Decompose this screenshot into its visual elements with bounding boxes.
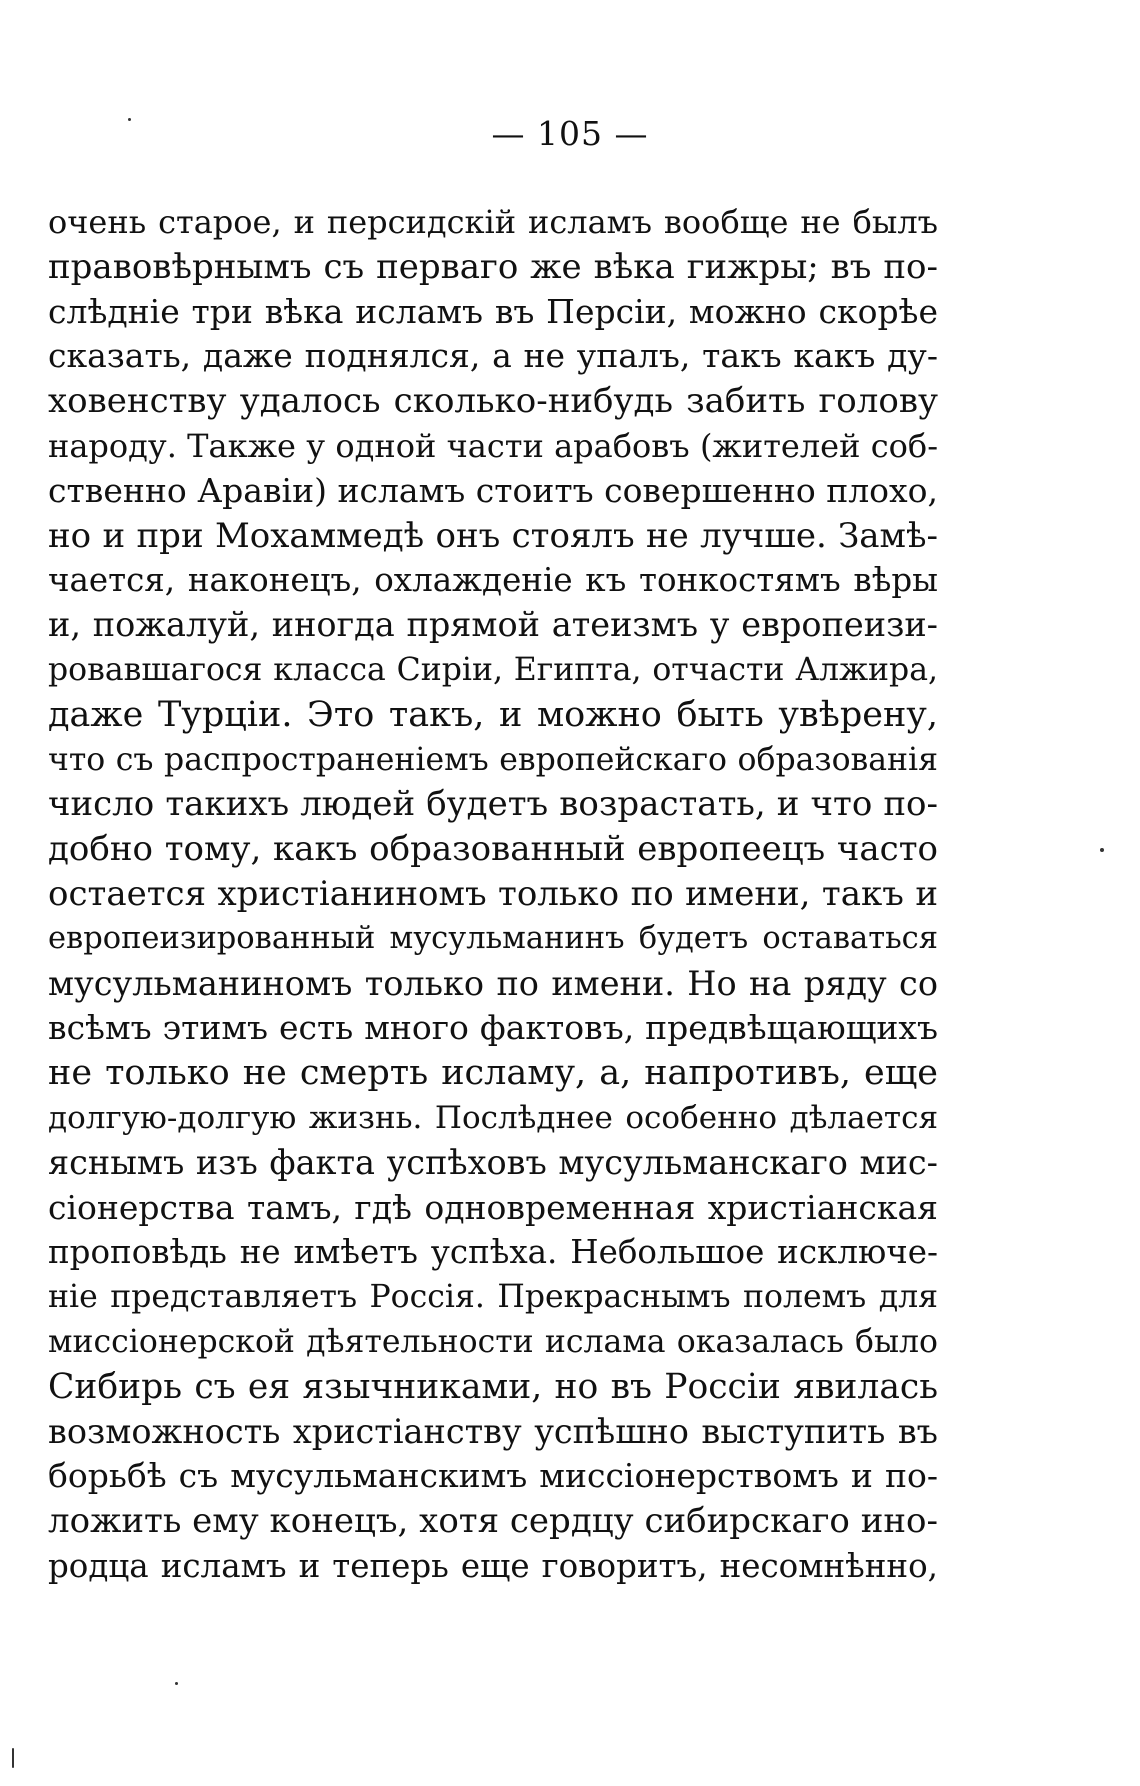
- text-line: что съ распространеніемъ европейскаго образованія: [48, 741, 938, 778]
- text-line: остается христіаниномъ только по имени, такъ и: [48, 873, 938, 914]
- text-line: сіонерства тамъ, гдѣ одновременная христіанская: [48, 1187, 938, 1227]
- text-line: миссіонерской дѣятельности ислама оказалась было: [48, 1323, 938, 1360]
- text-line: возможность христіанству успѣшно выступить въ: [48, 1411, 938, 1451]
- text-line: ховенству удалось сколько-нибудь забить голову: [48, 381, 938, 422]
- text-line: долгую-долгую жизнь. Послѣднее особенно дѣлается: [48, 1099, 938, 1136]
- text-line: ложить ему конецъ, хотя сердцу сибирскаго ино-: [48, 1501, 938, 1542]
- text-line: мусульманиномъ только по имени. Но на ряду со: [48, 963, 938, 1003]
- text-line: слѣдніе три вѣка исламъ въ Персіи, можно скорѣе: [48, 291, 938, 331]
- text-line: правовѣрнымъ съ перваго же вѣка гижры; въ по-: [48, 246, 938, 287]
- text-line: очень старое, и персидскій исламъ вообще не былъ: [48, 203, 938, 241]
- text-line: добно тому, какъ образованный европеецъ часто: [48, 829, 938, 870]
- text-line: чается, наконецъ, охлажденіе къ тонкостямъ вѣры: [48, 561, 938, 600]
- text-line: проповѣдь не имѣетъ успѣха. Небольшое исключе-: [48, 1233, 938, 1272]
- page-number: — 105 —: [491, 114, 649, 153]
- text-line: борьбѣ съ мусульманскимъ миссіонерствомъ и по-: [48, 1456, 938, 1496]
- text-line: и, пожалуй, иногда прямой атеизмъ у европеизи-: [48, 605, 938, 645]
- text-line: ственно Аравіи) исламъ стоитъ совершенно плохо,: [48, 470, 939, 510]
- text-line: Сибирь съ ея язычниками, но въ Россіи явилась: [48, 1366, 938, 1407]
- body-text: [48, 200, 938, 1589]
- scan-speck: [175, 1682, 178, 1685]
- text-line: сказать, даже поднялся, а не упалъ, такъ какъ ду-: [48, 336, 938, 376]
- text-line: число такихъ людей будетъ возрастать, и что по-: [48, 784, 938, 825]
- text-line: ніе представляетъ Россія. Прекраснымъ полемъ для: [48, 1279, 938, 1316]
- scan-speck: [1100, 848, 1104, 852]
- text-line: родца исламъ и теперь еще говоритъ, несомнѣнно,: [48, 1546, 938, 1585]
- text-line: европеизированный мусульманинъ будетъ оставаться: [48, 920, 938, 956]
- scan-speck: [128, 118, 131, 121]
- text-line: даже Турціи. Это такъ, и можно быть увѣрену,: [48, 694, 938, 735]
- text-line: но и при Мохаммедѣ онъ стоялъ не лучше. Замѣ-: [48, 515, 938, 556]
- scan-speck: [12, 1748, 14, 1768]
- text-line: не только не смерть исламу, а, напротивъ, еще: [48, 1053, 938, 1094]
- text-line: ровавшагося класса Сиріи, Египта, отчасти Алжира,: [48, 651, 938, 688]
- text-line: народу. Также у одной части арабовъ (жителей соб-: [48, 426, 938, 465]
- text-line: яснымъ изъ факта успѣховъ мусульманскаго мис-: [48, 1142, 938, 1182]
- text-line: всѣмъ этимъ есть много фактовъ, предвѣщающихъ: [48, 1008, 938, 1048]
